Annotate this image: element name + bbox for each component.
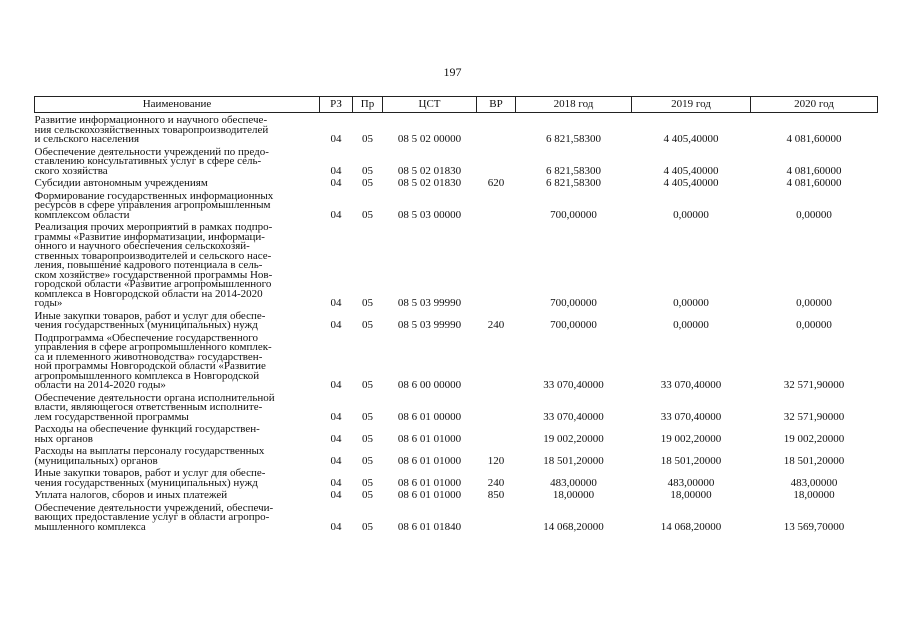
row-name: Реализация прочих мероприятий в рамках подпро- граммы «Развитие информатизации, информаци- онного и научного обеспечения сельскохозяй- ственных товаропроизводителей и сельского насе- ления, повышение кадрового потенциала в сель- ском хозяйстве» государственной программы Нов- городской области «Развитие агропромышленного комплекса в Новгородской области на 2014-2020 годы»: [34, 221, 273, 309]
row-name: Расходы на обеспечение функций государствен- ных органов: [34, 423, 260, 445]
row-cst: 08 5 02 00000: [397, 133, 462, 145]
row-2018: 19 002,20000: [543, 432, 604, 445]
row-rz: 04: [330, 319, 342, 331]
row-2018: 700,00000: [550, 297, 597, 309]
row-2019: 4 405,40000: [663, 164, 719, 177]
row-cst: 08 6 00 00000: [397, 379, 462, 391]
row-vr: 620: [487, 177, 505, 189]
row-pr: 05: [362, 177, 373, 189]
budget-table: [34, 96, 878, 534]
row-rz: 04: [330, 379, 342, 391]
row-vr: [477, 424, 516, 446]
header-name: Наименование: [35, 97, 320, 113]
header-2018: 2018 год: [516, 97, 632, 113]
row-2020: 18,00000: [793, 489, 835, 501]
row-vr: [477, 222, 516, 311]
row-pr: 05: [362, 476, 373, 489]
row-2020: 4 081,60000: [786, 164, 842, 177]
row-cst: 08 6 01 01000: [397, 432, 462, 445]
table-row: [35, 113, 878, 147]
row-2020: 0,00000: [796, 208, 832, 221]
row-vr: [477, 333, 516, 393]
row-vr: [477, 113, 516, 147]
row-name: Уплата налогов, сборов и иных платежей: [34, 489, 228, 501]
row-2020: 19 002,20000: [783, 432, 845, 445]
row-2019: 18,00000: [670, 489, 712, 501]
row-rz: 04: [330, 410, 342, 423]
table-row: [35, 393, 878, 425]
row-pr: 05: [362, 319, 373, 331]
row-pr: 05: [362, 164, 373, 177]
row-2019: 19 002,20000: [660, 432, 722, 445]
header-vr: ВР: [477, 97, 516, 113]
row-vr: [477, 147, 516, 179]
row-name: Обеспечение деятельности органа исполнительной власти, являющегося ответственным исполните- лем государственной программы: [34, 391, 275, 423]
row-pr: 05: [362, 410, 373, 423]
row-2020: 32 571,90000: [783, 379, 845, 391]
table-row: [35, 311, 878, 333]
table-row: [35, 191, 878, 223]
row-name: Развитие информационного и научного обеспече- ния сельскохозяйственных товаропроизводителей и сельского населения: [34, 114, 269, 145]
row-2018: 6 821,58300: [546, 164, 601, 177]
row-2019: 4 405,40000: [663, 133, 719, 145]
row-pr: 05: [362, 208, 373, 221]
row-vr: 850: [487, 489, 505, 501]
row-name: Иные закупки товаров, работ и услуг для обеспе- чения государственных (муниципальных) нужд: [34, 309, 266, 331]
header-rz: РЗ: [320, 97, 353, 113]
table-row: [35, 333, 878, 393]
row-pr: 05: [362, 489, 373, 501]
row-rz: 04: [330, 133, 342, 145]
row-name: Подпрограмма «Обеспечение государственного управления в сфере агропромышленного комплек- са и племенного животноводства» государствен- ной программы Новгородской области «Развитие агропромышленного комплекса в Новгородской области на 2014-2020 годы»: [34, 331, 272, 391]
row-name: Иные закупки товаров, работ и услуг для обеспе- чения государственных (муниципальных) нужд: [34, 467, 266, 489]
row-name: Обеспечение деятельности учреждений по предо- ставлению консультативных услуг в сфере сель- ского хозяйства: [34, 145, 269, 177]
header-2020: 2020 год: [751, 97, 878, 113]
row-cst: 08 6 01 00000: [397, 410, 462, 423]
row-2018: 483,00000: [550, 476, 597, 489]
row-2018: 18,00000: [552, 489, 595, 501]
table-row: [35, 446, 878, 468]
row-2019: 18 501,20000: [660, 454, 722, 467]
row-rz: 04: [330, 177, 342, 189]
row-2018: 18 501,20000: [543, 454, 604, 467]
row-2020: 483,00000: [790, 476, 838, 489]
row-2018: 6 821,58300: [546, 177, 601, 189]
row-cst: 08 6 01 01000: [397, 489, 462, 501]
row-2020: 18 501,20000: [783, 454, 845, 467]
row-pr: 05: [362, 133, 373, 145]
row-name: Обеспечение деятельности учреждений, обеспечи- вающих предоставление услуг в области агропро- мышленного комплекса: [34, 501, 274, 533]
table-row: [35, 468, 878, 490]
row-2019: 14 068,20000: [660, 520, 722, 533]
row-rz: 04: [330, 520, 342, 533]
row-cst: 08 6 01 01000: [397, 454, 462, 467]
table-body: [35, 113, 878, 535]
row-rz: 04: [330, 489, 342, 501]
row-pr: 05: [362, 379, 373, 391]
row-pr: 05: [362, 520, 373, 533]
row-vr: [477, 503, 516, 535]
page-number: 197: [443, 65, 462, 79]
row-name: Формирование государственных информационных ресурсов в сфере управления агропромышленным комплексом области: [34, 189, 274, 221]
header-pr: Пр: [353, 97, 383, 113]
row-vr: 120: [487, 454, 505, 467]
row-2019: 33 070,40000: [660, 410, 722, 423]
row-2019: 33 070,40000: [660, 379, 722, 391]
row-rz: 04: [330, 297, 342, 309]
row-rz: 04: [330, 476, 342, 489]
table-row: [35, 222, 878, 311]
table-row: [35, 490, 878, 503]
header-cst: ЦСТ: [383, 97, 477, 113]
row-vr: 240: [487, 476, 505, 489]
row-cst: 08 5 02 01830: [397, 177, 462, 189]
row-cst: 08 5 03 99990: [397, 297, 462, 309]
table-row: [35, 424, 878, 446]
row-2018: 33 070,40000: [543, 379, 604, 391]
row-2018: 14 068,20000: [543, 520, 604, 533]
row-2019: 0,00000: [673, 297, 709, 309]
row-2020: 13 569,70000: [783, 520, 845, 533]
row-cst: 08 6 01 01840: [397, 520, 462, 533]
row-cst: 08 5 03 99990: [397, 319, 462, 331]
row-2019: 483,00000: [667, 476, 715, 489]
row-cst: 08 5 03 00000: [397, 208, 462, 221]
header-2019: 2019 год: [632, 97, 751, 113]
row-rz: 04: [330, 208, 342, 221]
row-vr: 240: [487, 319, 505, 331]
row-2020: 4 081,60000: [786, 133, 842, 145]
row-2018: 33 070,40000: [543, 410, 604, 423]
row-2020: 4 081,60000: [786, 177, 842, 189]
row-2020: 0,00000: [796, 319, 832, 331]
table-header-row: [35, 97, 878, 113]
row-cst: 08 6 01 01000: [397, 476, 462, 489]
table-row: [35, 503, 878, 535]
row-2020: 32 571,90000: [783, 410, 845, 423]
row-rz: 04: [330, 454, 342, 467]
table-row: [35, 178, 878, 191]
row-2018: 6 821,58300: [546, 133, 601, 145]
row-name: Субсидии автономным учреждениям: [34, 177, 208, 189]
table-row: [35, 147, 878, 179]
row-rz: 04: [330, 432, 342, 445]
row-2018: 700,00000: [550, 319, 597, 331]
row-pr: 05: [362, 454, 373, 467]
row-2019: 0,00000: [673, 208, 709, 221]
row-2020: 0,00000: [796, 297, 832, 309]
row-2019: 4 405,40000: [663, 177, 719, 189]
row-rz: 04: [330, 164, 342, 177]
row-2019: 0,00000: [673, 319, 709, 331]
row-vr: [477, 191, 516, 223]
row-pr: 05: [362, 432, 373, 445]
row-cst: 08 5 02 01830: [397, 164, 462, 177]
row-pr: 05: [362, 297, 373, 309]
row-vr: [477, 393, 516, 425]
row-name: Расходы на выплаты персоналу государственных (муниципальных) органов: [34, 445, 265, 467]
row-2018: 700,00000: [550, 208, 597, 221]
